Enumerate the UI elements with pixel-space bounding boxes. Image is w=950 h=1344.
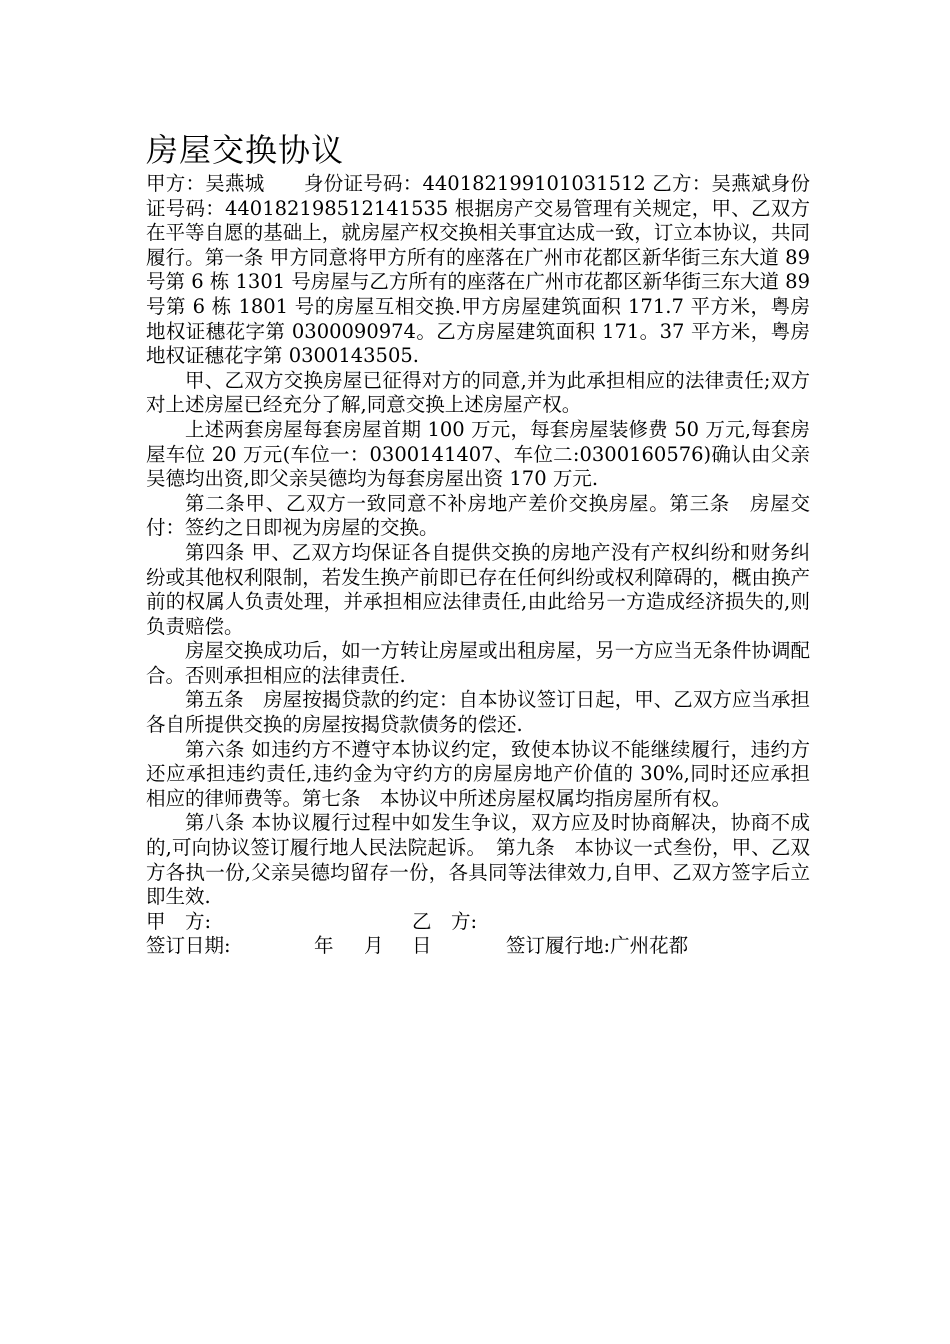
signing-day-label: 日 (412, 934, 432, 958)
paragraph-article-6-7: 第六条 如违约方不遵守本协议约定，致使本协议不能继续履行，违约方还应承担违约责任,违约金为守约方的房屋房地产价值的 30%,同时还应承担相应的律师费等。第七条 本协议中所述房屋权属均指房屋所有权。 (146, 737, 810, 810)
document-title: 房屋交换协议 (146, 131, 345, 169)
paragraph-parties-and-article-1: 甲方：吴燕城 身份证号码：440182199101031512 乙方：吴燕斌身份证号码：440182198512141535 根据房产交易管理有关规定，甲、乙双方在平等自愿的基础上，就房屋产权交换相关事宜达成一致，订立本协议，共同履行。第一条 甲方同意将甲方所有的座落在广州市花都区新华街三东大道 89 号第 6 栋 1301 号房屋与乙方所有的座落在广州市花都区新华街三东大道 89 号第 6 栋 1801 号的房屋互相交换.甲方房屋建筑面积 171.7 平方米，粤房地权证穗花字第 0300090974。乙方房屋建筑面积 171。37 平方米，粤房地权证穗花字第 0300143505. (146, 172, 810, 368)
paragraph-article-8-9: 第八条 本协议履行过程中如发生争议，双方应及时协商解决，协商不成的,可向协议签订履行地人民法院起诉。 第九条 本协议一式叁份，甲、乙双方各执一份,父亲吴德均留存一份，各具同等法律效力,自甲、乙双方签字后立即生效. (146, 811, 810, 909)
paragraph-article-5: 第五条 房屋按揭贷款的约定：自本协议签订日起，甲、乙双方应当承担各自所提供交换的房屋按揭贷款债务的偿还. (146, 688, 810, 737)
signing-month-label: 月 (364, 934, 384, 958)
date-place-row (146, 934, 810, 959)
paragraph-funding: 上述两套房屋每套房屋首期 100 万元，每套房屋装修费 50 万元,每套房屋车位 20 万元(车位一：0300141407、车位二:0300160576)确认由父亲吴德均出资,即父亲吴德均为每套房屋出资 170 万元. (146, 417, 810, 491)
party-a-signature-label: 甲 方: (146, 909, 212, 933)
party-b-signature-label: 乙 方: (412, 909, 478, 933)
paragraph-transfer-cooperation: 房屋交换成功后，如一方转让房屋或出租房屋，另一方应当无条件协调配合。否则承担相应的法律责任. (146, 639, 810, 687)
signing-place-label: 签订履行地:广州花都 (506, 934, 689, 958)
paragraph-consent: 甲、乙双方交换房屋已征得对方的同意,并为此承担相应的法律责任;双方对上述房屋已经充分了解,同意交换上述房屋产权。 (146, 368, 810, 417)
document (146, 128, 810, 959)
signing-date-label: 签订日期: (146, 934, 231, 958)
signing-year-label: 年 (314, 934, 334, 958)
signature-row (146, 910, 810, 935)
paragraph-article-4: 第四条 甲、乙双方均保证各自提供交换的房地产没有产权纠纷和财务纠纷或其他权利限制，若发生换产前即已存在任何纠纷或权利障碍的，概由换产前的权属人负责处理，并承担相应法律责任,由此给另一方造成经济损失的,则负责赔偿。 (146, 540, 810, 638)
paragraph-article-2-3: 第二条甲、乙双方一致同意不补房地产差价交换房屋。第三条 房屋交付：签约之日即视为房屋的交换。 (146, 491, 810, 540)
